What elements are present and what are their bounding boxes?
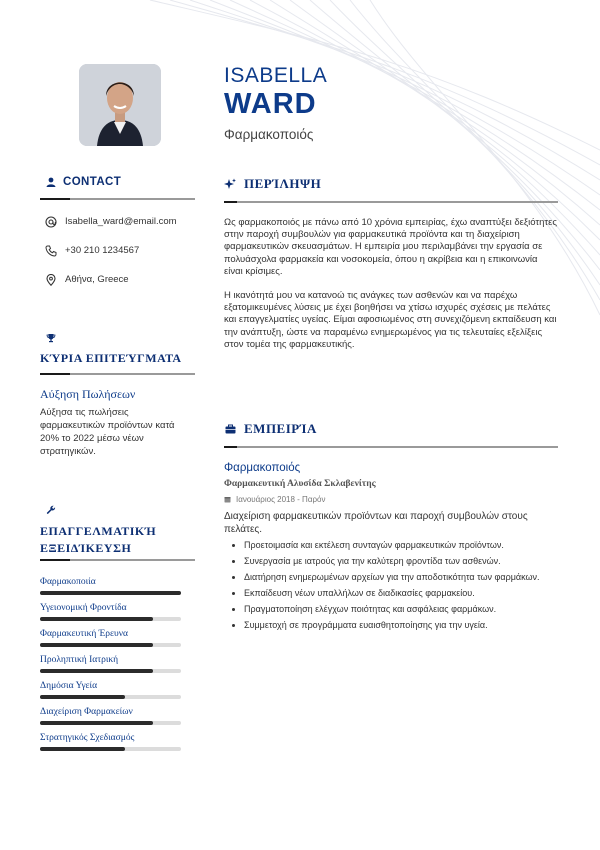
wrench-icon [45,504,57,516]
location-text: Αθήνα, Greece [65,274,129,285]
last-name: WARD [224,88,317,120]
phone-icon [45,245,57,257]
contact-section [40,176,195,294]
skill-label: Φαρμακοποιία [40,577,96,587]
skill-label: Διαχείριση Φαρμακείων [40,707,133,717]
experience-bullet: • Προετοιμασία και εκτέλεση συνταγών φαρμακευτικών προϊόντων. [244,539,558,551]
skill-label: Στρατηγικός Σχεδιασμός [40,733,135,743]
skill-bar [40,669,181,673]
calendar-icon [224,496,231,503]
summary-section [224,176,558,351]
skill-bar [40,747,181,751]
phone-text: +30 210 1234567 [65,245,140,256]
achievement-text: Αύξησα τις πωλήσεις φαρμακευτικών προϊόντων κατά 20% το 2022 μέσω νέων στρατηγικών. [40,407,175,457]
achievements-heading: ΚΎΡΙΑ ΕΠΙΤΕΎΓΜΑΤΑ [40,351,182,365]
experience-company: Φαρμακευτική Αλυσίδα Σκλαβενίτης [224,479,376,489]
skill-item [40,629,195,647]
skill-item [40,655,195,673]
skill-bar [40,695,181,699]
skill-item [40,733,195,751]
achievements-divider [40,373,195,375]
skills-list [40,577,195,751]
skills-divider [40,559,195,561]
skill-item [40,603,195,621]
skill-bar [40,721,181,725]
experience-role: Φαρμακοποιός [224,462,301,474]
contact-email[interactable] [45,207,195,236]
skill-bar-fill [40,721,153,725]
skill-bar-fill [40,695,125,699]
user-icon [45,176,57,188]
location-pin-icon [45,274,57,286]
skill-bar-fill [40,747,125,751]
experience-divider [224,446,558,448]
sparkle-icon [224,178,236,190]
experience-bullet: • Πραγματοποίηση ελέγχων ποιότητας και ασφάλειας φαρμάκων. [244,603,558,615]
skill-label: Προληπτική Ιατρική [40,655,119,665]
job-title: Φαρμακοποιός [224,127,314,142]
experience-dates [224,495,558,504]
experience-dates-text: Ιανουάριος 2018 - Παρόν [236,495,326,504]
experience-bullet: • Διατήρηση ενημερωμένων αρχείων για την αποδοτικότητα των φαρμάκων. [244,571,558,583]
skill-bar-fill [40,643,153,647]
skill-item [40,577,195,595]
trophy-icon [45,332,57,344]
experience-heading: ΕΜΠΕΙΡΊΑ [244,421,317,436]
contact-heading: CONTACT [63,176,122,188]
experience-item [224,462,558,631]
at-icon [45,216,57,228]
skill-bar-fill [40,669,153,673]
summary-heading: ΠΕΡΊΛΗΨΗ [244,176,322,191]
skill-bar [40,591,181,595]
achievements-section [40,330,195,458]
briefcase-icon [224,423,236,435]
contact-location [45,265,195,294]
experience-bullets [224,539,558,631]
skills-heading-line2: ΕΞΕΙΔΊΚΕΥΣΗ [40,541,132,555]
contact-phone[interactable] [45,236,195,265]
skill-label: Φαρμακευτική Έρευνα [40,629,129,639]
skill-label: Δημόσια Υγεία [40,681,98,691]
summary-divider [224,201,558,203]
skill-bar-fill [40,591,181,595]
experience-bullet: • Συμμετοχή σε προγράμματα ευαισθητοποίησης για την υγεία. [244,619,558,631]
experience-bullet: • Εκπαίδευση νέων υπαλλήλων σε διαδικασίες φαρμακείου. [244,587,558,599]
contact-divider [40,198,195,200]
summary-paragraph-2: Η ικανότητά μου να κατανοώ τις ανάγκες των ασθενών και να παρέχω εξατομικευμένες λύσεις με έχει βοηθήσει να χτίσω ισχυρές σχέσεις με πελάτες και επαγγελματίες υγείας. Είμαι αφοσιωμένος στη συνεχιζόμενη εκπαίδευση και την ανάπτυξη, ώστε να παραμένω ενημερωμένος για τις τελευταίες εξελίξεις στον τομέα της φαρμακευτικής. [224,290,557,350]
skill-item [40,681,195,699]
skill-item [40,707,195,725]
experience-description: Διαχείριση φαρμακευτικών προϊόντων και παροχή συμβουλών στους πελάτες. [224,511,528,535]
skill-bar-fill [40,617,153,621]
experience-section [224,421,558,635]
skills-section [40,502,195,759]
skill-bar [40,617,181,621]
experience-bullet: • Συνεργασία με ιατρούς για την καλύτερη φροντίδα των ασθενών. [244,555,558,567]
email-text: Isabella_ward@email.com [65,216,177,227]
profile-photo [79,64,161,146]
skills-heading-line1: ΕΠΑΓΓΕΛΜΑΤΙΚΉ [40,524,157,538]
skill-bar [40,643,181,647]
achievement-title: Αύξηση Πωλήσεων [40,387,136,401]
summary-paragraph-1: Ως φαρμακοποιός με πάνω από 10 χρόνια εμπειρίας, έχω αναπτύξει δεξιότητες στην παροχή συμβουλών για φαρμακευτικά προϊόντα και τη διαχείριση φαρμακευτικών σκευασμάτων. Η εμπειρία μου περιλαμβάνει την εργασία σε πολυάσχολα φαρμακεία και νοσοκομεία, όπου η ακρίβεια και η επικοινωνία είναι κρίσιμες. [224,217,557,277]
skill-label: Υγειονομική Φροντίδα [40,603,127,613]
first-name: ISABELLA [224,64,328,87]
